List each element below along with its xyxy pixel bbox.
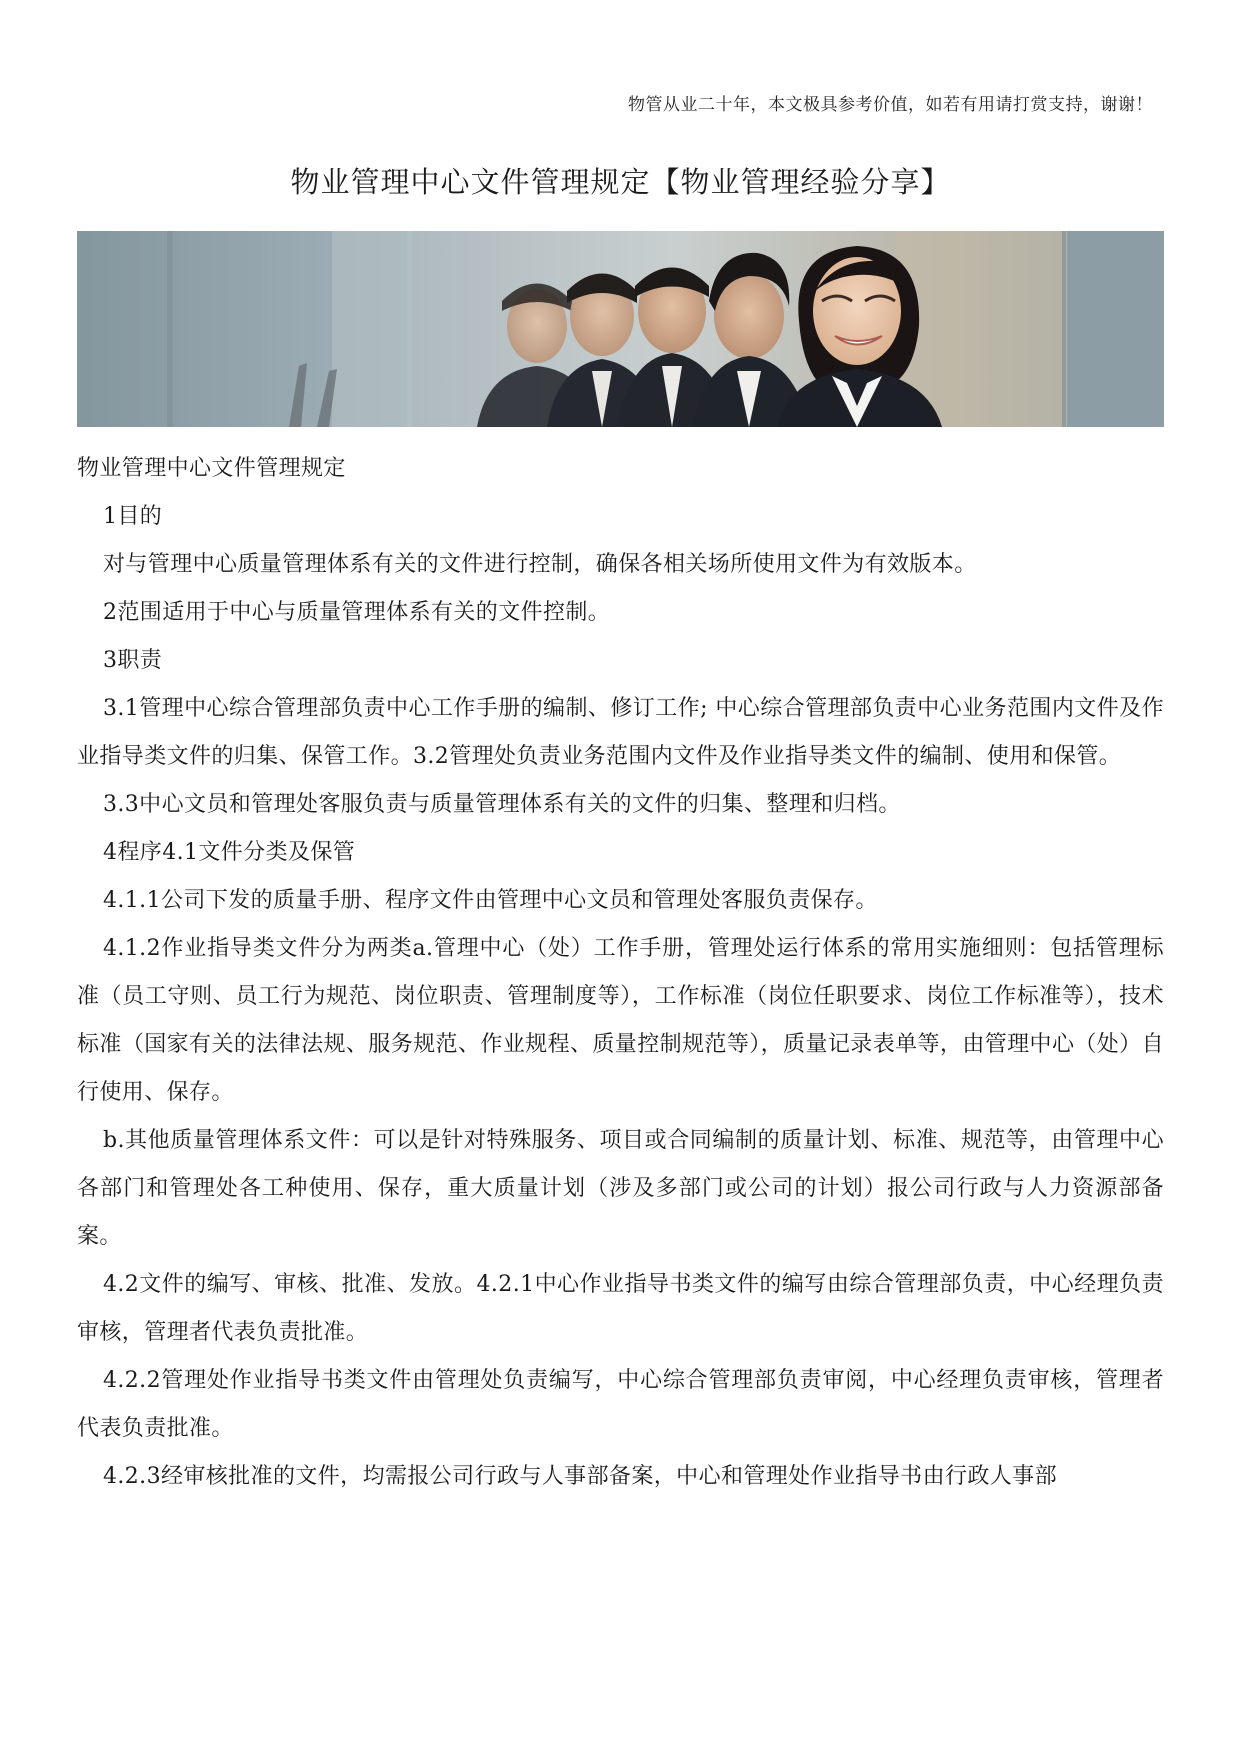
paragraph: 对与管理中心质量管理体系有关的文件进行控制，确保各相关场所使用文件为有效版本。 (103, 552, 977, 577)
paragraph: 物业管理中心文件管理规定 (77, 456, 346, 481)
header-note: 物管从业二十年，本文极具参考价值，如若有用请打赏支持，谢谢！ (628, 95, 1153, 115)
paragraph: 4.2.3经审核批准的文件，均需报公司行政与人事部备案，中心和管理处作业指导书由行政人事部 (103, 1464, 1057, 1489)
document-body (77, 445, 1164, 1501)
paragraph: 3职责 (103, 648, 163, 673)
banner-image (77, 231, 1164, 427)
paragraph: 4.2.2管理处作业指导书类文件由管理处负责编写，中心综合管理部负责审阅，中心经理负责审核，管理者代表负责批准。 (77, 1368, 1164, 1441)
business-team-photo-icon (77, 231, 1164, 427)
paragraph: 4.2文件的编写、审核、批准、发放。4.2.1中心作业指导书类文件的编写由综合管理部负责，中心经理负责审核，管理者代表负责批准。 (77, 1272, 1164, 1345)
paragraph: 4程序4.1文件分类及保管 (103, 840, 356, 865)
paragraph: 3.3中心文员和管理处客服负责与质量管理体系有关的文件的归集、整理和归档。 (103, 792, 901, 817)
paragraph: 3.1管理中心综合管理部负责中心工作手册的编制、修订工作; 中心综合管理部负责中心业务范围内文件及作业指导类文件的归集、保管工作。3.2管理处负责业务范围内文件及作业指导类文件的编制、使用和保管。 (77, 696, 1164, 769)
document-title: 物业管理中心文件管理规定【物业管理经验分享】 (290, 165, 951, 199)
paragraph: 1目的 (103, 504, 163, 529)
paragraph: 4.1.2作业指导类文件分为两类a.管理中心（处）工作手册，管理处运行体系的常用实施细则：包括管理标准（员工守则、员工行为规范、岗位职责、管理制度等），工作标准（岗位任职要求、岗位工作标准等），技术标准（国家有关的法律法规、服务规范、作业规程、质量控制规范等），质量记录表单等，由管理中心（处）自行使用、保存。 (77, 936, 1164, 1105)
paragraph: 2范围适用于中心与质量管理体系有关的文件控制。 (103, 600, 611, 625)
paragraph: b.其他质量管理体系文件：可以是针对特殊服务、项目或合同编制的质量计划、标准、规范等，由管理中心各部门和管理处各工种使用、保存，重大质量计划（涉及多部门或公司的计划）报公司行政与人力资源部备案。 (77, 1128, 1164, 1249)
paragraph: 4.1.1公司下发的质量手册、程序文件由管理中心文员和管理处客服负责保存。 (103, 888, 878, 913)
